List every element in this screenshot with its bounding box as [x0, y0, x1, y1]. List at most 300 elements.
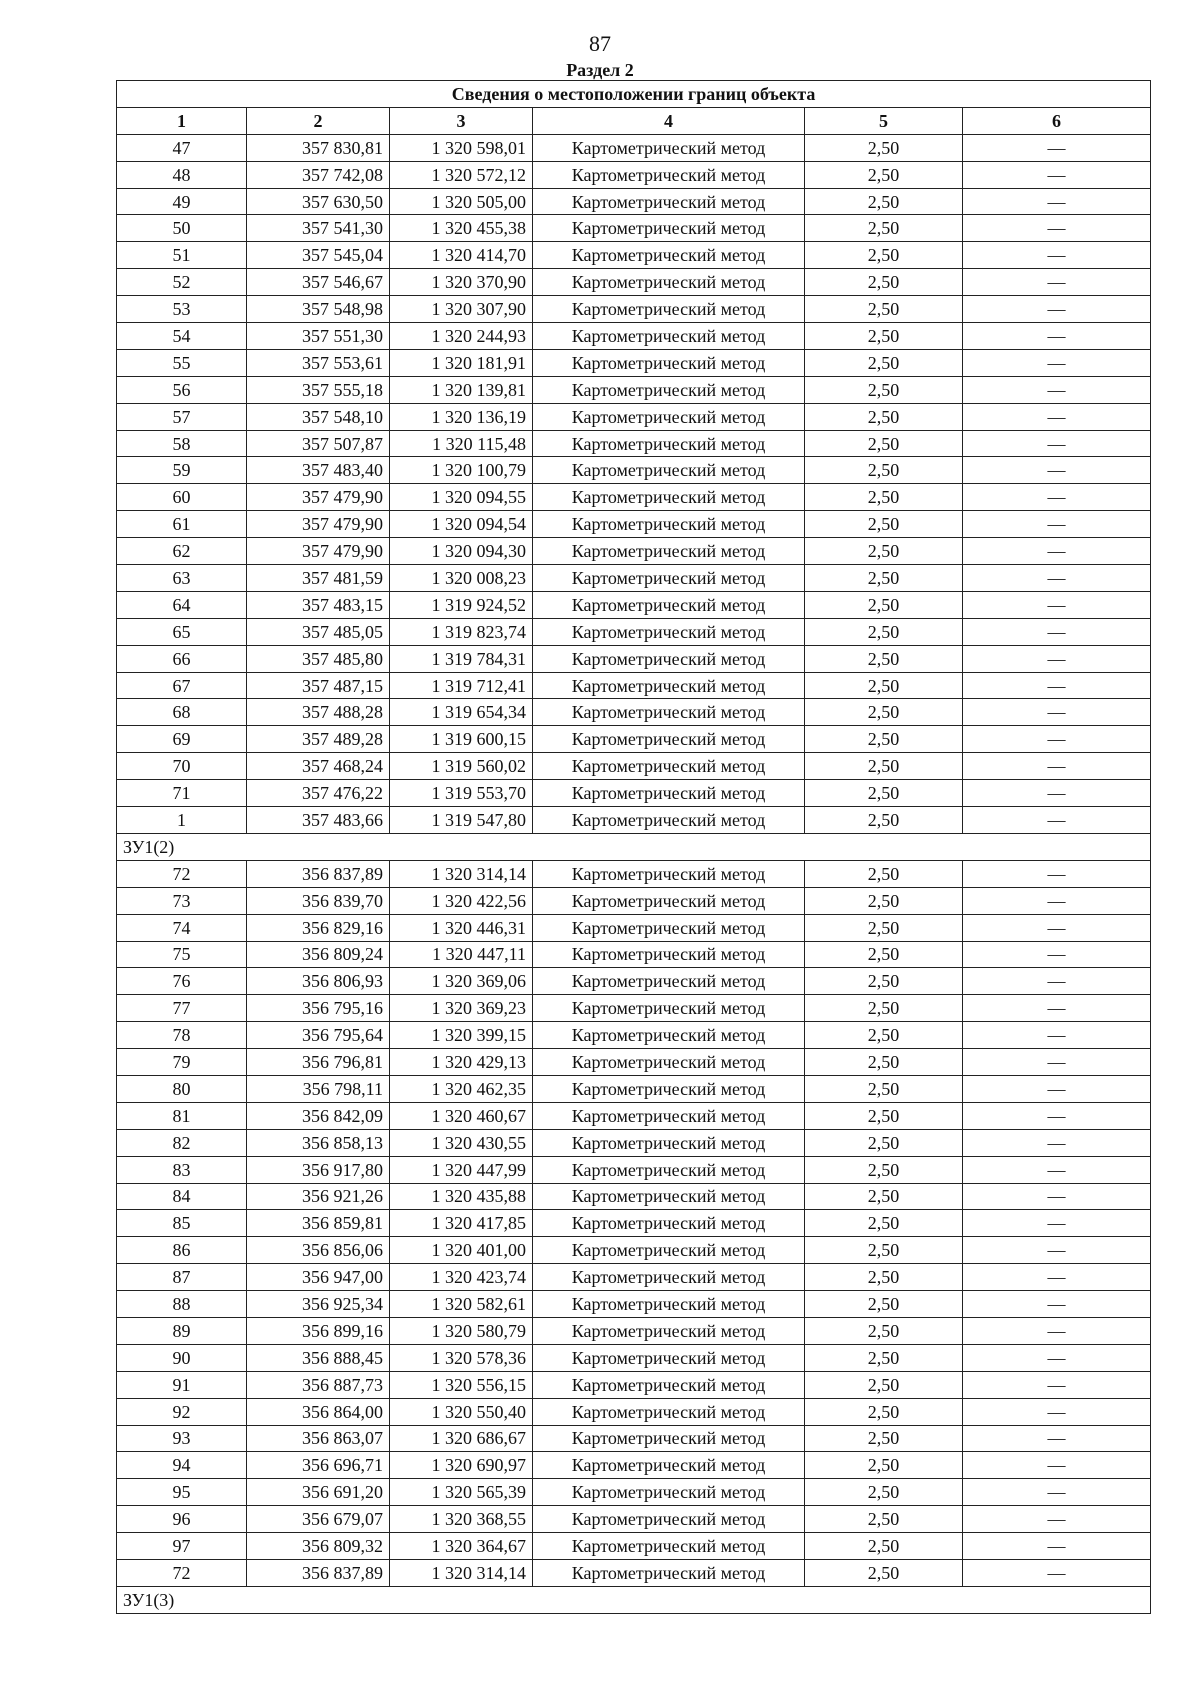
- accuracy-cell: 2,50: [805, 538, 963, 565]
- table-row: [117, 134, 1151, 161]
- method-cell: Картометрический метод: [533, 860, 805, 887]
- method-cell: Картометрический метод: [533, 134, 805, 161]
- y-coordinate-cell: 1 320 447,99: [390, 1156, 533, 1183]
- accuracy-cell: 2,50: [805, 1506, 963, 1533]
- method-cell: Картометрический метод: [533, 726, 805, 753]
- table-row: [117, 1398, 1151, 1425]
- description-cell: —: [963, 726, 1151, 753]
- description-cell: —: [963, 1344, 1151, 1371]
- x-coordinate-cell: 356 795,16: [247, 995, 390, 1022]
- point-number-cell: 91: [117, 1371, 247, 1398]
- point-number-cell: 93: [117, 1425, 247, 1452]
- description-cell: —: [963, 161, 1151, 188]
- group-header-row: [117, 833, 1151, 860]
- description-cell: —: [963, 1264, 1151, 1291]
- x-coordinate-cell: 357 468,24: [247, 753, 390, 780]
- table-row: [117, 457, 1151, 484]
- y-coordinate-cell: 1 320 435,88: [390, 1183, 533, 1210]
- accuracy-cell: 2,50: [805, 995, 963, 1022]
- point-number-cell: 75: [117, 941, 247, 968]
- table-row: [117, 403, 1151, 430]
- point-number-cell: 85: [117, 1210, 247, 1237]
- y-coordinate-cell: 1 320 368,55: [390, 1506, 533, 1533]
- table-row: [117, 726, 1151, 753]
- accuracy-cell: 2,50: [805, 134, 963, 161]
- y-coordinate-cell: 1 320 364,67: [390, 1533, 533, 1560]
- method-cell: Картометрический метод: [533, 1398, 805, 1425]
- method-cell: Картометрический метод: [533, 914, 805, 941]
- description-cell: —: [963, 1237, 1151, 1264]
- description-cell: —: [963, 1022, 1151, 1049]
- x-coordinate-cell: 356 947,00: [247, 1264, 390, 1291]
- table-row: [117, 1210, 1151, 1237]
- y-coordinate-cell: 1 320 136,19: [390, 403, 533, 430]
- method-cell: Картометрический метод: [533, 538, 805, 565]
- method-cell: Картометрический метод: [533, 1237, 805, 1264]
- point-number-cell: 53: [117, 296, 247, 323]
- method-cell: Картометрический метод: [533, 376, 805, 403]
- method-cell: Картометрический метод: [533, 1291, 805, 1318]
- method-cell: Картометрический метод: [533, 645, 805, 672]
- y-coordinate-cell: 1 320 094,54: [390, 511, 533, 538]
- y-coordinate-cell: 1 320 572,12: [390, 161, 533, 188]
- y-coordinate-cell: 1 320 686,67: [390, 1425, 533, 1452]
- y-coordinate-cell: 1 320 399,15: [390, 1022, 533, 1049]
- y-coordinate-cell: 1 319 823,74: [390, 618, 533, 645]
- y-coordinate-cell: 1 320 417,85: [390, 1210, 533, 1237]
- table-row: [117, 269, 1151, 296]
- point-number-cell: 88: [117, 1291, 247, 1318]
- x-coordinate-cell: 356 837,89: [247, 1559, 390, 1586]
- point-number-cell: 90: [117, 1344, 247, 1371]
- description-cell: —: [963, 941, 1151, 968]
- table-row: [117, 1156, 1151, 1183]
- y-coordinate-cell: 1 320 115,48: [390, 430, 533, 457]
- point-number-cell: 79: [117, 1049, 247, 1076]
- column-header: 3: [390, 107, 533, 134]
- point-number-cell: 86: [117, 1237, 247, 1264]
- table-caption: Сведения о местоположении границ объекта: [117, 81, 1151, 108]
- accuracy-cell: 2,50: [805, 726, 963, 753]
- method-cell: Картометрический метод: [533, 565, 805, 592]
- table-row: [117, 1479, 1151, 1506]
- table-row: [117, 1371, 1151, 1398]
- y-coordinate-cell: 1 319 784,31: [390, 645, 533, 672]
- x-coordinate-cell: 356 888,45: [247, 1344, 390, 1371]
- table-row: [117, 1129, 1151, 1156]
- table-row: [117, 296, 1151, 323]
- description-cell: —: [963, 188, 1151, 215]
- point-number-cell: 63: [117, 565, 247, 592]
- accuracy-cell: 2,50: [805, 511, 963, 538]
- point-number-cell: 96: [117, 1506, 247, 1533]
- point-number-cell: 87: [117, 1264, 247, 1291]
- y-coordinate-cell: 1 320 008,23: [390, 565, 533, 592]
- accuracy-cell: 2,50: [805, 1210, 963, 1237]
- accuracy-cell: 2,50: [805, 1344, 963, 1371]
- accuracy-cell: 2,50: [805, 1022, 963, 1049]
- method-cell: Картометрический метод: [533, 511, 805, 538]
- accuracy-cell: 2,50: [805, 430, 963, 457]
- method-cell: Картометрический метод: [533, 215, 805, 242]
- column-number-row: [117, 107, 1151, 134]
- y-coordinate-cell: 1 320 550,40: [390, 1398, 533, 1425]
- x-coordinate-cell: 357 476,22: [247, 780, 390, 807]
- point-number-cell: 81: [117, 1102, 247, 1129]
- x-coordinate-cell: 356 887,73: [247, 1371, 390, 1398]
- accuracy-cell: 2,50: [805, 296, 963, 323]
- point-number-cell: 65: [117, 618, 247, 645]
- x-coordinate-cell: 356 925,34: [247, 1291, 390, 1318]
- description-cell: —: [963, 1317, 1151, 1344]
- method-cell: Картометрический метод: [533, 161, 805, 188]
- point-number-cell: 66: [117, 645, 247, 672]
- method-cell: Картометрический метод: [533, 1533, 805, 1560]
- accuracy-cell: 2,50: [805, 242, 963, 269]
- method-cell: Картометрический метод: [533, 672, 805, 699]
- accuracy-cell: 2,50: [805, 591, 963, 618]
- method-cell: Картометрический метод: [533, 1049, 805, 1076]
- method-cell: Картометрический метод: [533, 887, 805, 914]
- method-cell: Картометрический метод: [533, 968, 805, 995]
- table-row: [117, 511, 1151, 538]
- y-coordinate-cell: 1 319 553,70: [390, 780, 533, 807]
- x-coordinate-cell: 357 489,28: [247, 726, 390, 753]
- method-cell: Картометрический метод: [533, 484, 805, 511]
- point-number-cell: 57: [117, 403, 247, 430]
- y-coordinate-cell: 1 320 422,56: [390, 887, 533, 914]
- point-number-cell: 70: [117, 753, 247, 780]
- table-row: [117, 323, 1151, 350]
- description-cell: —: [963, 242, 1151, 269]
- point-number-cell: 73: [117, 887, 247, 914]
- method-cell: Картометрический метод: [533, 995, 805, 1022]
- table-row: [117, 807, 1151, 834]
- point-number-cell: 56: [117, 376, 247, 403]
- x-coordinate-cell: 357 485,05: [247, 618, 390, 645]
- x-coordinate-cell: 356 858,13: [247, 1129, 390, 1156]
- y-coordinate-cell: 1 319 560,02: [390, 753, 533, 780]
- description-cell: —: [963, 699, 1151, 726]
- description-cell: —: [963, 618, 1151, 645]
- table-row: [117, 161, 1151, 188]
- table-row: [117, 591, 1151, 618]
- y-coordinate-cell: 1 320 582,61: [390, 1291, 533, 1318]
- column-header: 6: [963, 107, 1151, 134]
- description-cell: —: [963, 430, 1151, 457]
- x-coordinate-cell: 357 630,50: [247, 188, 390, 215]
- table-row: [117, 699, 1151, 726]
- table-row: [117, 1425, 1151, 1452]
- accuracy-cell: 2,50: [805, 1452, 963, 1479]
- description-cell: —: [963, 753, 1151, 780]
- accuracy-cell: 2,50: [805, 457, 963, 484]
- accuracy-cell: 2,50: [805, 618, 963, 645]
- x-coordinate-cell: 356 691,20: [247, 1479, 390, 1506]
- y-coordinate-cell: 1 319 547,80: [390, 807, 533, 834]
- x-coordinate-cell: 356 806,93: [247, 968, 390, 995]
- x-coordinate-cell: 356 859,81: [247, 1210, 390, 1237]
- x-coordinate-cell: 357 546,67: [247, 269, 390, 296]
- method-cell: Картометрический метод: [533, 1559, 805, 1586]
- x-coordinate-cell: 357 483,40: [247, 457, 390, 484]
- description-cell: —: [963, 1291, 1151, 1318]
- y-coordinate-cell: 1 320 414,70: [390, 242, 533, 269]
- y-coordinate-cell: 1 320 446,31: [390, 914, 533, 941]
- method-cell: Картометрический метод: [533, 1371, 805, 1398]
- table-row: [117, 860, 1151, 887]
- description-cell: —: [963, 296, 1151, 323]
- accuracy-cell: 2,50: [805, 215, 963, 242]
- point-number-cell: 47: [117, 134, 247, 161]
- table-row: [117, 995, 1151, 1022]
- y-coordinate-cell: 1 320 460,67: [390, 1102, 533, 1129]
- accuracy-cell: 2,50: [805, 1398, 963, 1425]
- accuracy-cell: 2,50: [805, 403, 963, 430]
- point-number-cell: 49: [117, 188, 247, 215]
- method-cell: Картометрический метод: [533, 699, 805, 726]
- description-cell: —: [963, 403, 1151, 430]
- accuracy-cell: 2,50: [805, 1559, 963, 1586]
- point-number-cell: 1: [117, 807, 247, 834]
- x-coordinate-cell: 356 917,80: [247, 1156, 390, 1183]
- table-row: [117, 1075, 1151, 1102]
- method-cell: Картометрический метод: [533, 780, 805, 807]
- accuracy-cell: 2,50: [805, 941, 963, 968]
- table-row: [117, 1022, 1151, 1049]
- description-cell: —: [963, 215, 1151, 242]
- section-title: Раздел 2: [566, 60, 634, 80]
- x-coordinate-cell: 357 548,98: [247, 296, 390, 323]
- description-cell: —: [963, 1102, 1151, 1129]
- x-coordinate-cell: 357 555,18: [247, 376, 390, 403]
- y-coordinate-cell: 1 320 100,79: [390, 457, 533, 484]
- y-coordinate-cell: 1 320 094,55: [390, 484, 533, 511]
- x-coordinate-cell: 356 798,11: [247, 1075, 390, 1102]
- description-cell: —: [963, 645, 1151, 672]
- x-coordinate-cell: 357 483,15: [247, 591, 390, 618]
- table-row: [117, 538, 1151, 565]
- description-cell: —: [963, 1210, 1151, 1237]
- y-coordinate-cell: 1 320 462,35: [390, 1075, 533, 1102]
- x-coordinate-cell: 357 488,28: [247, 699, 390, 726]
- accuracy-cell: 2,50: [805, 1129, 963, 1156]
- method-cell: Картометрический метод: [533, 1022, 805, 1049]
- y-coordinate-cell: 1 320 578,36: [390, 1344, 533, 1371]
- description-cell: —: [963, 511, 1151, 538]
- table-row: [117, 1344, 1151, 1371]
- accuracy-cell: 2,50: [805, 968, 963, 995]
- accuracy-cell: 2,50: [805, 699, 963, 726]
- method-cell: Картометрический метод: [533, 269, 805, 296]
- y-coordinate-cell: 1 320 369,23: [390, 995, 533, 1022]
- description-cell: —: [963, 1452, 1151, 1479]
- description-cell: —: [963, 457, 1151, 484]
- description-cell: —: [963, 1506, 1151, 1533]
- table-row: [117, 968, 1151, 995]
- accuracy-cell: 2,50: [805, 1533, 963, 1560]
- y-coordinate-cell: 1 320 369,06: [390, 968, 533, 995]
- table-row: [117, 887, 1151, 914]
- point-number-cell: 48: [117, 161, 247, 188]
- x-coordinate-cell: 356 864,00: [247, 1398, 390, 1425]
- table-row: [117, 914, 1151, 941]
- accuracy-cell: 2,50: [805, 645, 963, 672]
- x-coordinate-cell: 356 829,16: [247, 914, 390, 941]
- method-cell: Картометрический метод: [533, 807, 805, 834]
- point-number-cell: 77: [117, 995, 247, 1022]
- description-cell: —: [963, 349, 1151, 376]
- table-row: [117, 645, 1151, 672]
- method-cell: Картометрический метод: [533, 403, 805, 430]
- x-coordinate-cell: 357 548,10: [247, 403, 390, 430]
- y-coordinate-cell: 1 320 429,13: [390, 1049, 533, 1076]
- y-coordinate-cell: 1 319 600,15: [390, 726, 533, 753]
- accuracy-cell: 2,50: [805, 1264, 963, 1291]
- point-number-cell: 54: [117, 323, 247, 350]
- y-coordinate-cell: 1 319 924,52: [390, 591, 533, 618]
- accuracy-cell: 2,50: [805, 1291, 963, 1318]
- group-label: ЗУ1(3): [117, 1586, 1151, 1613]
- method-cell: Картометрический метод: [533, 188, 805, 215]
- method-cell: Картометрический метод: [533, 1425, 805, 1452]
- point-number-cell: 55: [117, 349, 247, 376]
- table-row: [117, 484, 1151, 511]
- accuracy-cell: 2,50: [805, 376, 963, 403]
- x-coordinate-cell: 356 809,32: [247, 1533, 390, 1560]
- x-coordinate-cell: 357 553,61: [247, 349, 390, 376]
- method-cell: Картометрический метод: [533, 323, 805, 350]
- description-cell: —: [963, 1183, 1151, 1210]
- y-coordinate-cell: 1 320 307,90: [390, 296, 533, 323]
- x-coordinate-cell: 357 487,15: [247, 672, 390, 699]
- x-coordinate-cell: 356 796,81: [247, 1049, 390, 1076]
- group-label: ЗУ1(2): [117, 833, 1151, 860]
- table-row: [117, 1533, 1151, 1560]
- point-number-cell: 97: [117, 1533, 247, 1560]
- description-cell: —: [963, 269, 1151, 296]
- y-coordinate-cell: 1 320 580,79: [390, 1317, 533, 1344]
- accuracy-cell: 2,50: [805, 1237, 963, 1264]
- accuracy-cell: 2,50: [805, 780, 963, 807]
- point-number-cell: 52: [117, 269, 247, 296]
- y-coordinate-cell: 1 320 401,00: [390, 1237, 533, 1264]
- accuracy-cell: 2,50: [805, 1075, 963, 1102]
- table-row: [117, 1317, 1151, 1344]
- point-number-cell: 68: [117, 699, 247, 726]
- table-row: [117, 1559, 1151, 1586]
- table-row: [117, 1237, 1151, 1264]
- table-row: [117, 349, 1151, 376]
- description-cell: —: [963, 134, 1151, 161]
- y-coordinate-cell: 1 320 314,14: [390, 860, 533, 887]
- x-coordinate-cell: 357 541,30: [247, 215, 390, 242]
- accuracy-cell: 2,50: [805, 887, 963, 914]
- y-coordinate-cell: 1 320 690,97: [390, 1452, 533, 1479]
- table-row: [117, 1183, 1151, 1210]
- x-coordinate-cell: 357 479,90: [247, 484, 390, 511]
- x-coordinate-cell: 356 899,16: [247, 1317, 390, 1344]
- y-coordinate-cell: 1 320 139,81: [390, 376, 533, 403]
- method-cell: Картометрический метод: [533, 1129, 805, 1156]
- point-number-cell: 59: [117, 457, 247, 484]
- table-caption-row: [117, 81, 1151, 108]
- table-row: [117, 1264, 1151, 1291]
- x-coordinate-cell: 356 679,07: [247, 1506, 390, 1533]
- accuracy-cell: 2,50: [805, 323, 963, 350]
- description-cell: —: [963, 1075, 1151, 1102]
- accuracy-cell: 2,50: [805, 1156, 963, 1183]
- table-row: [117, 215, 1151, 242]
- x-coordinate-cell: 357 545,04: [247, 242, 390, 269]
- y-coordinate-cell: 1 320 447,11: [390, 941, 533, 968]
- point-number-cell: 72: [117, 860, 247, 887]
- point-number-cell: 67: [117, 672, 247, 699]
- method-cell: Картометрический метод: [533, 591, 805, 618]
- method-cell: Картометрический метод: [533, 349, 805, 376]
- x-coordinate-cell: 357 479,90: [247, 538, 390, 565]
- method-cell: Картометрический метод: [533, 242, 805, 269]
- table-row: [117, 242, 1151, 269]
- point-number-cell: 89: [117, 1317, 247, 1344]
- accuracy-cell: 2,50: [805, 1183, 963, 1210]
- accuracy-cell: 2,50: [805, 161, 963, 188]
- method-cell: Картометрический метод: [533, 1210, 805, 1237]
- method-cell: Картометрический метод: [533, 1102, 805, 1129]
- description-cell: —: [963, 484, 1151, 511]
- method-cell: Картометрический метод: [533, 753, 805, 780]
- method-cell: Картометрический метод: [533, 296, 805, 323]
- accuracy-cell: 2,50: [805, 565, 963, 592]
- description-cell: —: [963, 968, 1151, 995]
- x-coordinate-cell: 357 483,66: [247, 807, 390, 834]
- x-coordinate-cell: 356 856,06: [247, 1237, 390, 1264]
- page-number: 87: [589, 31, 611, 56]
- accuracy-cell: 2,50: [805, 269, 963, 296]
- description-cell: —: [963, 1425, 1151, 1452]
- method-cell: Картометрический метод: [533, 1156, 805, 1183]
- description-cell: —: [963, 376, 1151, 403]
- method-cell: Картометрический метод: [533, 1317, 805, 1344]
- x-coordinate-cell: 356 696,71: [247, 1452, 390, 1479]
- x-coordinate-cell: 356 921,26: [247, 1183, 390, 1210]
- description-cell: —: [963, 1479, 1151, 1506]
- x-coordinate-cell: 357 551,30: [247, 323, 390, 350]
- description-cell: —: [963, 1559, 1151, 1586]
- x-coordinate-cell: 357 481,59: [247, 565, 390, 592]
- description-cell: —: [963, 672, 1151, 699]
- description-cell: —: [963, 1049, 1151, 1076]
- point-number-cell: 74: [117, 914, 247, 941]
- description-cell: —: [963, 1398, 1151, 1425]
- column-header: 4: [533, 107, 805, 134]
- method-cell: Картометрический метод: [533, 1183, 805, 1210]
- description-cell: —: [963, 1129, 1151, 1156]
- x-coordinate-cell: 356 839,70: [247, 887, 390, 914]
- x-coordinate-cell: 356 837,89: [247, 860, 390, 887]
- description-cell: —: [963, 323, 1151, 350]
- y-coordinate-cell: 1 320 370,90: [390, 269, 533, 296]
- table-row: [117, 780, 1151, 807]
- y-coordinate-cell: 1 319 654,34: [390, 699, 533, 726]
- table-row: [117, 1291, 1151, 1318]
- table-row: [117, 430, 1151, 457]
- description-cell: —: [963, 887, 1151, 914]
- point-number-cell: 72: [117, 1559, 247, 1586]
- accuracy-cell: 2,50: [805, 1371, 963, 1398]
- point-number-cell: 71: [117, 780, 247, 807]
- y-coordinate-cell: 1 320 244,93: [390, 323, 533, 350]
